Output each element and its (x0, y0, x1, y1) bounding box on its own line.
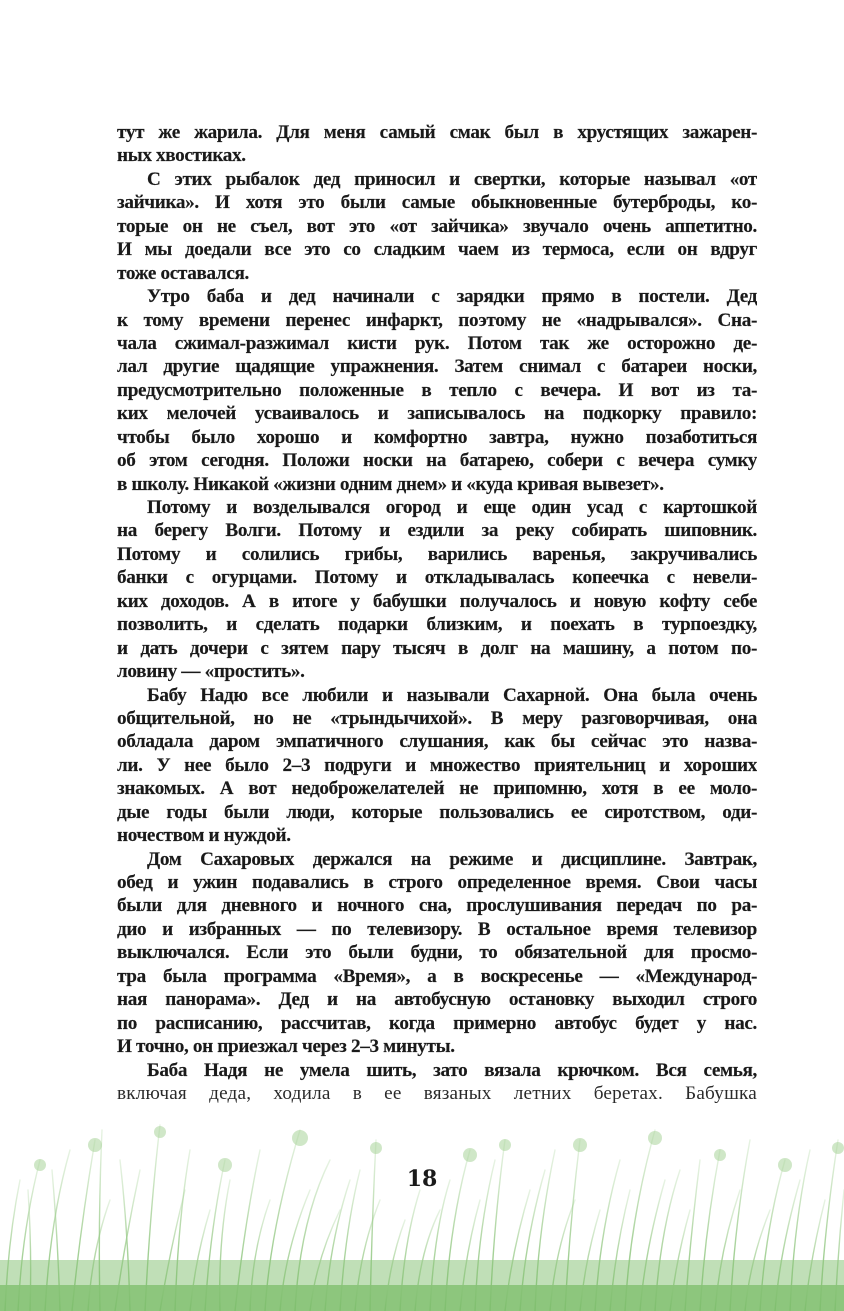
text-line: и дать дочери с зятем пару тысяч в долг на машину, а потом по- (117, 637, 757, 659)
text-line: общительной, но не «трындычихой». В меру разговорчивая, она (117, 707, 757, 729)
text-line: тоже оставался. (117, 262, 249, 284)
text-line: были для дневного и ночного сна, прослушивания передач по ра- (117, 895, 757, 917)
text-line: тра была программа «Время», а в воскресенье — «Международ- (117, 965, 757, 987)
text-line: Потому и солились грибы, варились варенья, закручивались (117, 543, 757, 565)
text-line: С этих рыбалок дед приносил и свертки, которые называл «от (147, 168, 757, 190)
text-line: торые он не съел, вот это «от зайчика» звучало очень аппетитно. (117, 215, 757, 237)
body-text (117, 121, 757, 1105)
text-line: И мы доедали все это со сладким чаем из термоса, если он вдруг (117, 239, 757, 261)
text-line: Утро баба и дед начинали с зарядки прямо в постели. Дед (147, 286, 757, 308)
text-line: ночеством и нуждой. (117, 825, 291, 847)
text-line: Бабу Надю все любили и называли Сахарной. Она была очень (147, 684, 757, 706)
paragraph (117, 848, 757, 1059)
paragraph (117, 285, 757, 496)
text-line: Потому и возделывался огород и еще один усад с картошкой (147, 497, 757, 518)
text-line: обладала даром эмпатичного слушания, как бы сейчас это назва- (117, 731, 757, 753)
text-line: предусмотрительно положенные в тепло с вечера. И вот из та- (117, 379, 757, 401)
text-line: выключался. Если это были будни, то обязательной для просмо- (117, 942, 757, 964)
text-line: в школу. Никакой «жизни одним днем» и «куда кривая вывезет». (117, 473, 664, 495)
text-line: банки с огурцами. Потому и откладывалась копеечка с невели- (117, 567, 757, 589)
text-line: ных хвостиках. (117, 145, 246, 167)
text-line: чтобы было хорошо и комфортно завтра, нужно позаботиться (117, 426, 757, 448)
text-line: И точно, он приезжал через 2–3 минуты. (117, 1036, 455, 1058)
text-line: дио и избранных — по телевизору. В остальное время телевизор (117, 918, 757, 940)
paragraph (117, 1059, 757, 1106)
text-line: чала сжимал-разжимал кисти рук. Потом так же осторожно де- (117, 332, 757, 354)
text-line: ловину — «простить». (117, 661, 305, 683)
text-line: ких доходов. А в итоге у бабушки получалось и новую кофту себе (117, 590, 757, 612)
text-line: об этом сегодня. Положи носки на батарею, собери с вечера сумку (117, 450, 757, 472)
text-line: обед и ужин подавались в строго определенное время. Свои часы (117, 872, 757, 893)
text-line: дые годы были люди, которые пользовались ее сиротством, оди- (117, 801, 757, 823)
paragraph (117, 684, 757, 848)
page-number: 18 (406, 1166, 438, 1192)
text-line: знакомых. А вот недоброжелателей не припомню, хотя в ее моло- (117, 778, 757, 800)
grass-decoration-icon (0, 1120, 844, 1311)
paragraph (117, 168, 757, 285)
text-line: позволить, и сделать подарки близким, и поехать в турпоездку, (117, 614, 757, 636)
text-line: лал другие щадящие упражнения. Затем снимал с батареи носки, (117, 356, 757, 378)
paragraph (117, 121, 757, 168)
text-line: ких мелочей усваивалось и записывалось на подкорку правило: (117, 403, 757, 425)
paragraph (117, 496, 757, 684)
text-line: зайчика». И хотя это были самые обыкновенные бутерброды, ко- (117, 192, 757, 214)
text-line: ли. У нее было 2–3 подруги и множество приятельниц и хороших (117, 754, 757, 776)
text-line: на берегу Волги. Потому и ездили за реку собирать шиповник. (117, 520, 757, 542)
text-line: Дом Сахаровых держался на режиме и дисциплине. Завтрак, (147, 848, 757, 870)
text-line: ная панорама». Дед и на автобусную остановку выходил строго (117, 989, 757, 1011)
text-line: тут же жарила. Для меня самый смак был в хрустящих зажарен- (117, 122, 757, 143)
text-line: Баба Надя не умела шить, зато вязала крючком. Вся семья, (147, 1059, 757, 1081)
text-line: к тому времени перенес инфаркт, поэтому не «надрывался». Сна- (117, 309, 757, 331)
text-line: включая деда, ходила в ее вязаных летних беретах. Бабушка (117, 1082, 757, 1104)
text-line: по расписанию, рассчитав, когда примерно автобус будет у нас. (117, 1012, 757, 1034)
